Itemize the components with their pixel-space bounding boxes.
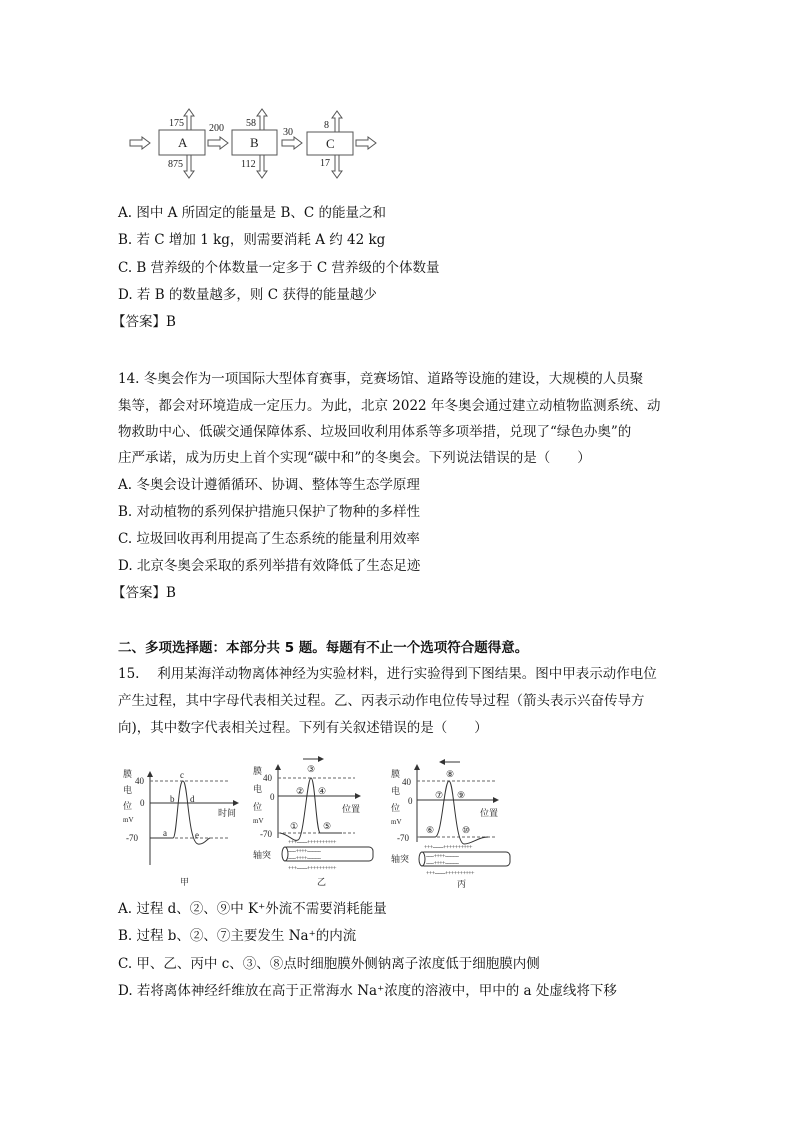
y-axis-label: 位	[123, 801, 133, 811]
box-b-label: B	[250, 135, 259, 150]
b-to-c-arrow	[282, 137, 302, 149]
action-potential-figure	[110, 750, 520, 890]
y-axis-label: 膜	[391, 769, 401, 779]
b-up-value: 58	[246, 118, 256, 129]
graph-caption: 乙	[317, 877, 327, 887]
point-label: ⑨	[457, 790, 466, 800]
y-axis-label: 膜	[123, 769, 133, 779]
graph-jia	[123, 768, 238, 887]
q15-stem-line: 向)，其中数字代表相关过程。下列有关叙述错误的是（ ）	[118, 720, 488, 736]
q14-option-d: D. 北京冬奥会采取的系列举措有效降低了生态足迹	[118, 558, 421, 574]
box-c-label: C	[326, 136, 335, 151]
q13-option-b: B. 若 C 增加 1 kg，则需要消耗 A 约 42 kg	[118, 232, 386, 248]
point-label: ③	[307, 764, 316, 774]
energy-flow-diagram	[0, 100, 400, 185]
q13-option-d: D. 若 B 的数量越多，则 C 获得的能量越少	[118, 287, 377, 303]
tick-40: 40	[135, 776, 144, 786]
point-label: ⑤	[323, 821, 332, 831]
point-label: ⑥	[426, 825, 435, 835]
graph-caption: 丙	[457, 879, 467, 889]
y-axis-label: 电	[391, 786, 401, 796]
tick-0: 0	[408, 796, 413, 806]
a-up-value: 175	[169, 118, 184, 129]
point-label: ①	[290, 821, 299, 831]
q13-option-c: C. B 营养级的个体数量一定多于 C 营养级的个体数量	[118, 260, 440, 276]
point-label: e	[195, 830, 199, 840]
svg-text:-----++++---------: -----++++---------	[288, 849, 321, 855]
q13-option-a: A. 图中 A 所固定的能量是 B、C 的能量之和	[118, 205, 386, 221]
tick-neg70: -70	[397, 833, 409, 843]
x-axis-label: 位置	[342, 804, 361, 814]
tick-0: 0	[270, 792, 275, 802]
tick-0: 0	[140, 798, 145, 808]
q15-option-d: D. 若将离体神经纤维放在高于正常海水 Na⁺浓度的溶液中，甲中的 a 处虚线将下移	[118, 983, 617, 999]
axon-label: 轴突	[253, 850, 272, 860]
point-label: b	[170, 794, 175, 804]
q14-option-a: A. 冬奥会设计遵循循环、协调、整体等生态学原理	[118, 477, 420, 493]
a-down-value: 875	[168, 159, 183, 170]
a-down-arrow	[184, 155, 194, 178]
q14-answer: 【答案】B	[112, 585, 176, 601]
box-a-label: A	[178, 135, 188, 150]
y-axis-label: 位	[253, 802, 263, 812]
a-up-arrow	[184, 109, 194, 130]
point-label: ⑧	[446, 769, 455, 779]
x-axis-label: 时间	[218, 808, 237, 818]
tick-neg70: -70	[126, 833, 138, 843]
c-up-arrow	[332, 111, 342, 132]
point-label: ②	[296, 786, 305, 796]
point-label: ④	[318, 786, 327, 796]
b-to-c-value: 30	[283, 127, 293, 138]
point-label: ⑦	[435, 790, 444, 800]
y-axis-unit: mV	[391, 818, 402, 826]
svg-text:+++-------++++++++++: +++-------++++++++++	[424, 845, 472, 851]
b-down-arrow	[257, 155, 267, 178]
q14-stem-line: 集等，都会对环境造成一定压力。为此，北京 2022 年冬奥会通过建立动植物监测系统、动	[118, 398, 661, 414]
q15-stem-line: 15. 利用某海洋动物离体神经为实验材料，进行实验得到下图结果。图中甲表示动作电位	[118, 666, 657, 682]
b-up-arrow	[257, 109, 267, 130]
svg-text:-----++++---------: -----++++---------	[426, 861, 459, 867]
graph-bing	[391, 762, 510, 889]
y-axis-unit: mV	[253, 817, 264, 825]
c-down-arrow	[332, 155, 342, 178]
svg-text:+++-------++++++++++: +++-------++++++++++	[288, 840, 336, 846]
q15-option-b: B. 过程 b、②、⑦主要发生 Na⁺的内流	[118, 928, 357, 944]
c-down-value: 17	[320, 158, 330, 169]
q15-stem-line: 产生过程，其中字母代表相关过程。乙、丙表示动作电位传导过程（箭头表示兴奋传导方	[118, 693, 645, 709]
c-up-value: 8	[324, 120, 329, 131]
q14-option-c: C. 垃圾回收再利用提高了生态系统的能量利用效率	[118, 531, 420, 547]
y-axis-label: 位	[391, 803, 401, 813]
svg-text:-----++++---------: -----++++---------	[426, 854, 459, 860]
q15-option-a: A. 过程 d、②、⑨中 K⁺外流不需要消耗能量	[118, 901, 387, 917]
axon-label: 轴突	[391, 854, 410, 864]
point-label: a	[163, 828, 167, 838]
b-down-value: 112	[241, 159, 256, 170]
graph-yi	[253, 759, 373, 887]
a-to-b-arrow	[208, 137, 228, 149]
output-arrow	[356, 137, 376, 149]
a-to-b-value: 200	[209, 123, 224, 134]
x-axis-label: 位置	[480, 808, 499, 818]
q14-stem-line: 庄严承诺，成为历史上首个实现“碳中和”的冬奥会。下列说法错误的是（ ）	[118, 450, 591, 466]
y-axis-label: 电	[123, 785, 133, 795]
tick-40: 40	[263, 773, 272, 783]
input-arrow	[130, 137, 150, 149]
q14-option-b: B. 对动植物的系列保护措施只保护了物种的多样性	[118, 504, 421, 520]
y-axis-unit: mV	[123, 816, 134, 824]
point-label: d	[190, 794, 195, 804]
q14-stem-line: 14. 冬奥会作为一项国际大型体育赛事，竞赛场馆、道路等设施的建设，大规模的人员聚	[118, 371, 644, 387]
y-axis-label: 电	[253, 784, 263, 794]
q13-answer: 【答案】B	[112, 314, 176, 330]
svg-text:+++-------++++++++++: +++-------++++++++++	[288, 866, 336, 872]
svg-text:-----++++---------: -----++++---------	[288, 856, 321, 862]
q14-stem-line: 物救助中心、低碳交通保障体系、垃圾回收利用体系等多项举措，兑现了“绿色办奥”的	[118, 424, 632, 440]
graph-caption: 甲	[180, 877, 190, 887]
tick-neg70: -70	[260, 829, 272, 839]
svg-text:+++-------++++++++++: +++-------++++++++++	[426, 871, 474, 877]
point-label: c	[180, 770, 184, 780]
y-axis-label: 膜	[253, 766, 263, 776]
q15-option-c: C. 甲、乙、丙中 c、③、⑧点时细胞膜外侧钠离子浓度低于细胞膜内侧	[118, 956, 540, 972]
section-heading: 二、多项选择题：本部分共 5 题。每题有不止一个选项符合题得意。	[118, 640, 529, 656]
tick-40: 40	[402, 777, 411, 787]
point-label: ⑩	[462, 825, 471, 835]
